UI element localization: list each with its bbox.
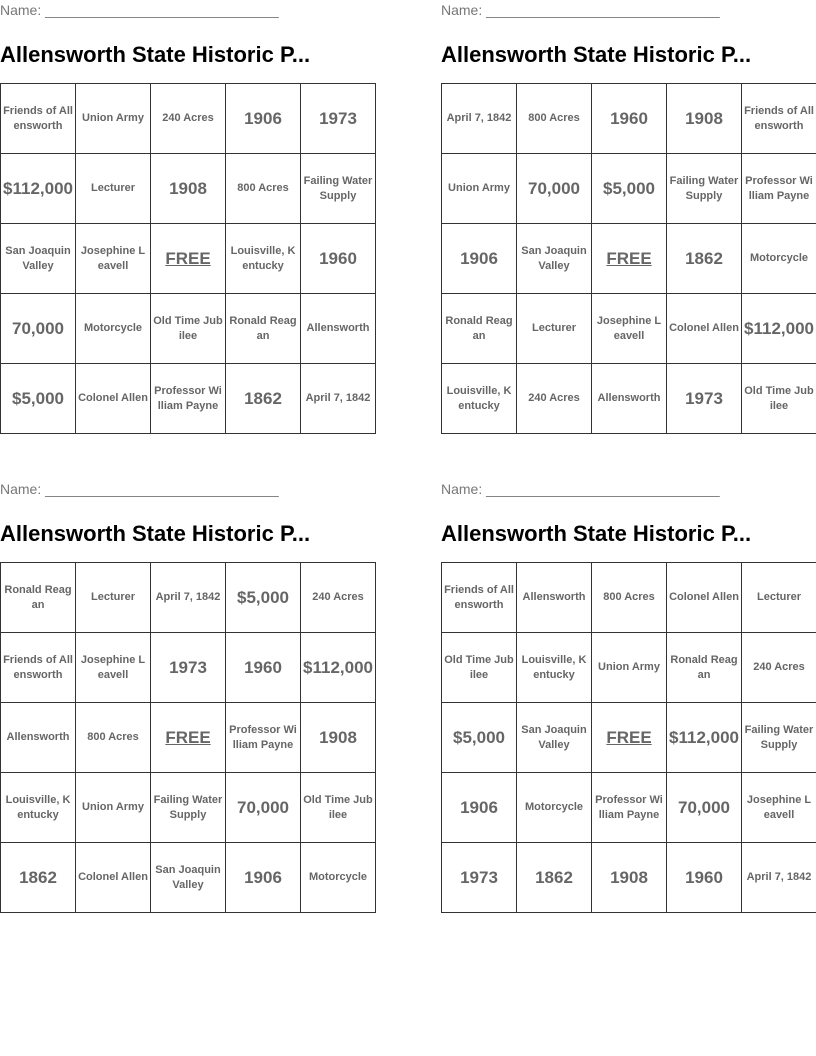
bingo-cell: Professor William Payne xyxy=(151,364,226,434)
bingo-cell: 1906 xyxy=(442,773,517,843)
bingo-cell: Union Army xyxy=(76,84,151,154)
bingo-cell: 800 Acres xyxy=(592,563,667,633)
bingo-cell: $5,000 xyxy=(592,154,667,224)
bingo-cell: April 7, 1842 xyxy=(151,563,226,633)
bingo-cell: 1960 xyxy=(667,843,742,913)
bingo-grid xyxy=(441,562,816,913)
bingo-cell: Allensworth xyxy=(517,563,592,633)
name-field[interactable]: Name: ______________________________ xyxy=(0,2,279,18)
bingo-cell: 240 Acres xyxy=(517,364,592,434)
bingo-cell: Union Army xyxy=(592,633,667,703)
bingo-cell: 1906 xyxy=(442,224,517,294)
free-space: FREE xyxy=(592,703,667,773)
bingo-cell: $5,000 xyxy=(1,364,76,434)
bingo-grid xyxy=(441,83,816,434)
bingo-cell: Louisville, Kentucky xyxy=(1,773,76,843)
bingo-cell: 800 Acres xyxy=(517,84,592,154)
bingo-cell: Lecturer xyxy=(517,294,592,364)
bingo-cell: Professor William Payne xyxy=(742,154,816,224)
bingo-cell: $112,000 xyxy=(667,703,742,773)
bingo-cell: Old Time Jubilee xyxy=(301,773,376,843)
bingo-cell: $112,000 xyxy=(1,154,76,224)
bingo-grid xyxy=(0,562,376,913)
bingo-cell: Allensworth xyxy=(301,294,376,364)
bingo-cell: Ronald Reagan xyxy=(1,563,76,633)
bingo-cell: Colonel Allen xyxy=(76,843,151,913)
bingo-cell: 70,000 xyxy=(667,773,742,843)
bingo-cell: 800 Acres xyxy=(226,154,301,224)
card-title: Allensworth State Historic P... xyxy=(0,42,311,67)
bingo-cell: 800 Acres xyxy=(76,703,151,773)
bingo-cell: 1908 xyxy=(301,703,376,773)
bingo-cell: Colonel Allen xyxy=(667,563,742,633)
bingo-cell: $112,000 xyxy=(742,294,816,364)
free-space: FREE xyxy=(592,224,667,294)
bingo-cell: 1908 xyxy=(592,843,667,913)
bingo-cell: Professor William Payne xyxy=(226,703,301,773)
bingo-cell: Louisville, Kentucky xyxy=(442,364,517,434)
card-title: Allensworth State Historic P... xyxy=(0,521,311,546)
bingo-cell: Failing Water Supply xyxy=(667,154,742,224)
bingo-cell: Josephine Leavell xyxy=(76,224,151,294)
bingo-cell: Failing Water Supply xyxy=(301,154,376,224)
bingo-cell: Friends of Allensworth xyxy=(442,563,517,633)
bingo-cell: 1906 xyxy=(226,84,301,154)
bingo-cell: Louisville, Kentucky xyxy=(517,633,592,703)
bingo-cell: Josephine Leavell xyxy=(76,633,151,703)
bingo-cell: Failing Water Supply xyxy=(151,773,226,843)
bingo-cell: Ronald Reagan xyxy=(667,633,742,703)
name-field[interactable]: Name: ______________________________ xyxy=(0,481,279,497)
free-space: FREE xyxy=(151,703,226,773)
bingo-cell: San Joaquin Valley xyxy=(517,703,592,773)
bingo-cell: Friends of Allensworth xyxy=(742,84,816,154)
bingo-cell: 1862 xyxy=(1,843,76,913)
bingo-grid xyxy=(0,83,376,434)
bingo-cell: Failing Water Supply xyxy=(742,703,816,773)
bingo-cell: Josephine Leavell xyxy=(592,294,667,364)
bingo-cell: Old Time Jubilee xyxy=(151,294,226,364)
bingo-cell: Colonel Allen xyxy=(76,364,151,434)
bingo-cell: Union Army xyxy=(442,154,517,224)
card-title: Allensworth State Historic P... xyxy=(441,521,752,546)
bingo-cell: Josephine Leavell xyxy=(742,773,816,843)
bingo-cell: 1908 xyxy=(151,154,226,224)
bingo-cell: 1908 xyxy=(667,84,742,154)
bingo-cell: San Joaquin Valley xyxy=(1,224,76,294)
bingo-cell: 70,000 xyxy=(517,154,592,224)
bingo-cell: 1973 xyxy=(442,843,517,913)
bingo-cell: April 7, 1842 xyxy=(742,843,816,913)
bingo-cell: 1862 xyxy=(667,224,742,294)
bingo-cell: 70,000 xyxy=(226,773,301,843)
bingo-cell: 1960 xyxy=(592,84,667,154)
bingo-cell: $112,000 xyxy=(301,633,376,703)
bingo-cell: Ronald Reagan xyxy=(442,294,517,364)
name-field[interactable]: Name: ______________________________ xyxy=(441,2,720,18)
bingo-cell: Union Army xyxy=(76,773,151,843)
card-title: Allensworth State Historic P... xyxy=(441,42,752,67)
bingo-cell: April 7, 1842 xyxy=(442,84,517,154)
bingo-cell: Motorcycle xyxy=(517,773,592,843)
bingo-cell: Allensworth xyxy=(592,364,667,434)
bingo-cell: 1973 xyxy=(667,364,742,434)
bingo-cell: Allensworth xyxy=(1,703,76,773)
bingo-cell: Old Time Jubilee xyxy=(442,633,517,703)
bingo-cell: Motorcycle xyxy=(742,224,816,294)
bingo-cell: 240 Acres xyxy=(742,633,816,703)
bingo-cell: Friends of Allensworth xyxy=(1,633,76,703)
bingo-cell: Louisville, Kentucky xyxy=(226,224,301,294)
bingo-cell: 1906 xyxy=(226,843,301,913)
bingo-cell: San Joaquin Valley xyxy=(151,843,226,913)
bingo-cell: 1960 xyxy=(226,633,301,703)
bingo-cell: Friends of Allensworth xyxy=(1,84,76,154)
name-field[interactable]: Name: ______________________________ xyxy=(441,481,720,497)
bingo-cell: Motorcycle xyxy=(301,843,376,913)
bingo-cell: 1973 xyxy=(301,84,376,154)
bingo-cell: Lecturer xyxy=(742,563,816,633)
bingo-cell: 1862 xyxy=(517,843,592,913)
bingo-cell: 1973 xyxy=(151,633,226,703)
bingo-cell: $5,000 xyxy=(442,703,517,773)
bingo-cell: 1862 xyxy=(226,364,301,434)
bingo-cell: Lecturer xyxy=(76,563,151,633)
bingo-cell: April 7, 1842 xyxy=(301,364,376,434)
bingo-cell: 240 Acres xyxy=(151,84,226,154)
bingo-cell: Lecturer xyxy=(76,154,151,224)
bingo-cell: Old Time Jubilee xyxy=(742,364,816,434)
bingo-cell: Colonel Allen xyxy=(667,294,742,364)
bingo-cell: Professor William Payne xyxy=(592,773,667,843)
free-space: FREE xyxy=(151,224,226,294)
bingo-cell: Motorcycle xyxy=(76,294,151,364)
bingo-cell: 240 Acres xyxy=(301,563,376,633)
bingo-cell: Ronald Reagan xyxy=(226,294,301,364)
bingo-cell: 70,000 xyxy=(1,294,76,364)
bingo-cell: 1960 xyxy=(301,224,376,294)
bingo-cell: San Joaquin Valley xyxy=(517,224,592,294)
bingo-cell: $5,000 xyxy=(226,563,301,633)
